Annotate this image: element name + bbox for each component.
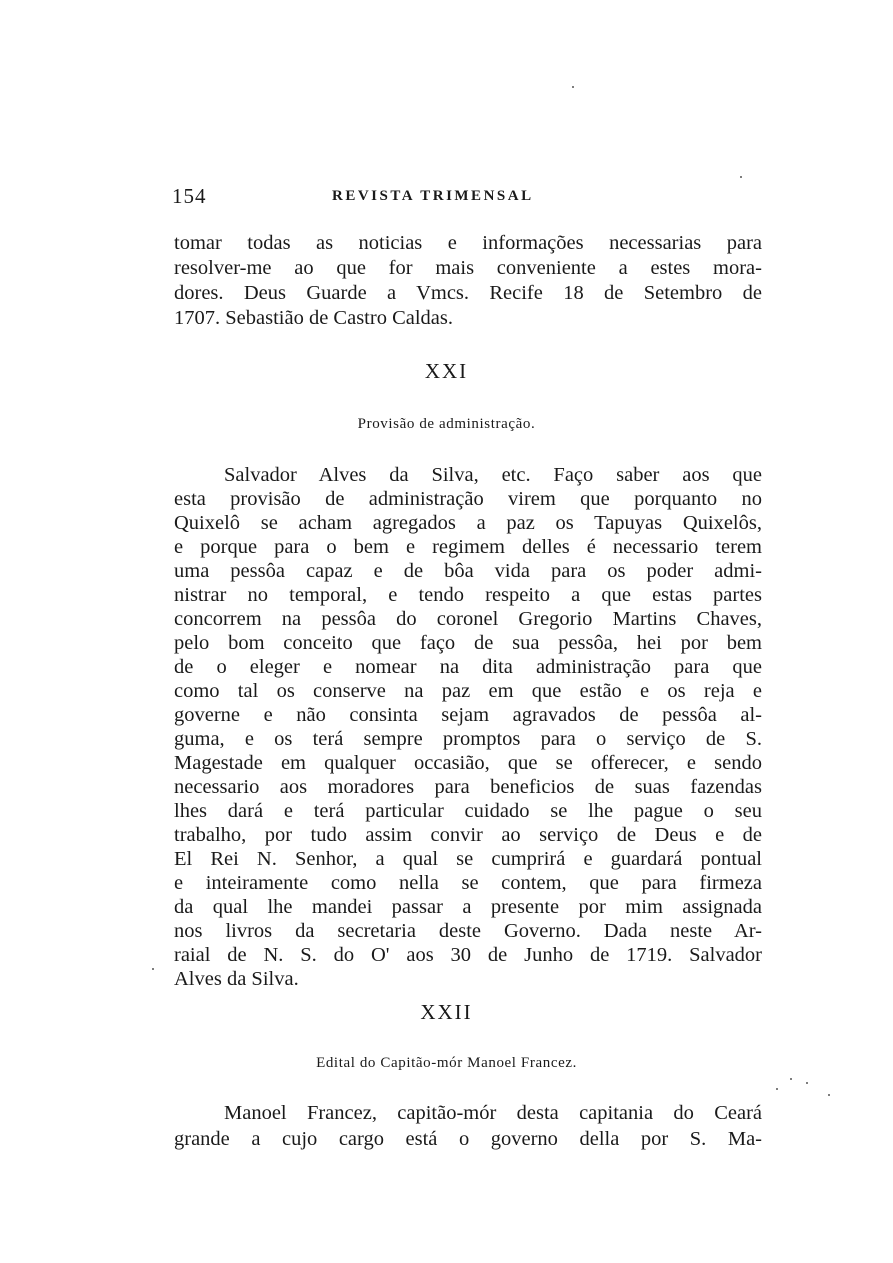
text-line: 1707. Sebastião de Castro Caldas. xyxy=(174,307,453,329)
text-line: grande a cujo cargo está o governo della por S. Ma- xyxy=(174,1128,762,1150)
text-line: uma pessôa capaz e de bôa vida para os poder admi- xyxy=(174,560,762,582)
text-line: concorrem na pessôa do coronel Gregorio Martins Chaves, xyxy=(174,608,762,630)
scan-speck xyxy=(828,1094,830,1096)
text-line: como tal os conserve na paz em que estão e os reja e xyxy=(174,680,762,702)
section-title-xxi: Provisão de administração. xyxy=(357,416,536,432)
text-line: Alves da Silva. xyxy=(174,968,299,990)
text-line: e porque para o bem e regimem delles é necessario terem xyxy=(174,536,762,558)
scan-speck xyxy=(152,968,154,970)
scan-speck xyxy=(806,1082,808,1084)
text-line: e inteiramente como nella se contem, que para firmeza xyxy=(174,872,762,894)
section-number-xxi: XXI xyxy=(424,359,469,383)
scan-speck xyxy=(572,86,574,88)
scan-speck xyxy=(776,1088,778,1090)
text-line: tomar todas as noticias e informações necessarias para xyxy=(174,232,762,254)
text-line: lhes dará e terá particular cuidado se lhe pague o seu xyxy=(174,800,762,822)
page-header xyxy=(172,184,758,212)
text-line: Quixelô se acham agregados a paz os Tapuyas Quixelôs, xyxy=(174,512,762,534)
text-line: Manoel Francez, capitão-mór desta capitania do Ceará xyxy=(224,1102,762,1124)
text-line: governe e não consinta sejam agravados de pessôa al- xyxy=(174,704,762,726)
scan-speck xyxy=(790,1078,792,1080)
text-line: nistrar no temporal, e tendo respeito a que estas partes xyxy=(174,584,762,606)
text-line: nos livros da secretaria deste Governo. Dada neste Ar- xyxy=(174,920,762,942)
scan-speck xyxy=(740,176,742,178)
text-line: Salvador Alves da Silva, etc. Faço saber aos que xyxy=(224,464,762,486)
section-title-xxii: Edital do Capitão-mór Manoel Francez. xyxy=(316,1055,577,1071)
text-line: trabalho, por tudo assim convir ao serviço de Deus e de xyxy=(174,824,762,846)
text-line: esta provisão de administração virem que porquanto no xyxy=(174,488,762,510)
text-line: da qual lhe mandei passar a presente por mim assignada xyxy=(174,896,762,918)
text-line: raial de N. S. do O' aos 30 de Junho de 1719. Salvador xyxy=(174,944,762,966)
running-title: REVISTA TRIMENSAL xyxy=(332,188,534,204)
text-line: resolver-me ao que for mais conveniente a estes mora- xyxy=(174,257,762,279)
text-line: guma, e os terá sempre promptos para o serviço de S. xyxy=(174,728,762,750)
text-line: dores. Deus Guarde a Vmcs. Recife 18 de Setembro de xyxy=(174,282,762,304)
text-line: El Rei N. Senhor, a qual se cumprirá e guardará pontual xyxy=(174,848,762,870)
text-line: necessario aos moradores para beneficios de suas fazendas xyxy=(174,776,762,798)
section-number-xxii: XXII xyxy=(420,1000,473,1024)
text-line: de o eleger e nomear na dita administração para que xyxy=(174,656,762,678)
text-line: pelo bom conceito que faço de sua pessôa, hei por bem xyxy=(174,632,762,654)
page-number: 154 xyxy=(172,184,207,208)
text-line: Magestade em qualquer occasião, que se offerecer, e sendo xyxy=(174,752,762,774)
